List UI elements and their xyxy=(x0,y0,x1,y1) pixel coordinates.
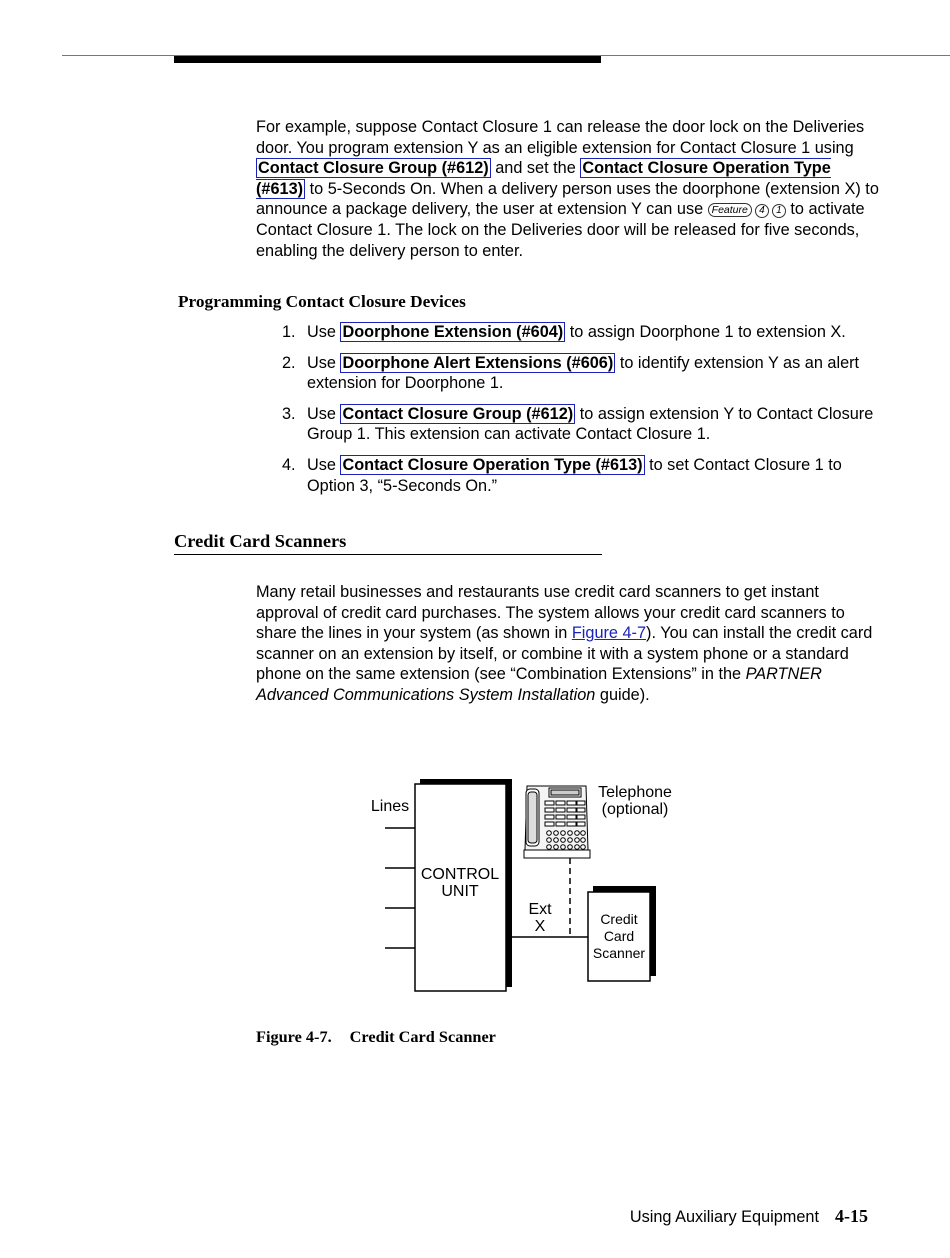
step-number: 4. xyxy=(282,455,296,474)
dial-key-4: 4 xyxy=(755,204,769,218)
book-title: PARTNER Advanced Communications System Installation xyxy=(256,665,822,704)
step-text: to assign Doorphone 1 to extension X. xyxy=(565,323,846,341)
step-number: 1. xyxy=(282,323,296,341)
control-unit-label-1: CONTROL xyxy=(420,866,500,883)
credit-card-scanner xyxy=(588,886,656,981)
step-text: Use xyxy=(307,353,341,372)
step-text: Use xyxy=(307,404,341,423)
intro-text: to activate Contact Closure 1. The lock on the Deliveries door will be released for five seconds, enabling the delivery person to enter. xyxy=(256,200,865,260)
contact-closure-group-link[interactable]: Contact Closure Group (#612) xyxy=(342,404,574,423)
line-stubs xyxy=(385,828,415,948)
step-text: Use xyxy=(307,455,341,474)
dial-key-1: 1 xyxy=(772,204,786,218)
caption-number: Figure 4-7. xyxy=(256,1027,332,1046)
step-text: Use xyxy=(307,323,341,341)
contact-closure-operation-type-link[interactable]: Contact Closure Operation Type (#613) xyxy=(256,159,831,198)
credit-text: Many retail businesses and restaurants use credit card scanners to get instant approval of credit card purchases. The system allows your credit card scanners to share the lines in your system (as shown in xyxy=(256,583,845,643)
figure-caption xyxy=(256,1027,496,1047)
telephone-icon xyxy=(524,786,590,858)
control-unit xyxy=(415,779,512,991)
scanner-label-1: Credit xyxy=(600,911,638,927)
scanner-label-3: Scanner xyxy=(592,945,646,961)
intro-text: For example, suppose Contact Closure 1 can release the door lock on the Deliveries door. You program extension Y as an eligible extension for Contact Closure 1 using xyxy=(256,118,865,157)
credit-card-scanners-heading: Credit Card Scanners xyxy=(174,531,602,555)
credit-text: guide). xyxy=(595,685,650,704)
credit-text: ). You can install the credit card scanner on an extension by itself, or combine it with a system phone or a standard phone on the same extension (see “Combination Extensions” in the xyxy=(256,624,873,684)
ext-label-1: Ext xyxy=(528,901,552,918)
telephone-label-1: Telephone xyxy=(598,784,672,801)
step-text: to assign extension Y to Contact Closure Group 1. This extension can activate Contact Closure 1. xyxy=(307,404,874,444)
figure-4-7-link[interactable]: Figure 4-7 xyxy=(571,624,647,643)
contact-closure-operation-type-link[interactable]: Contact Closure Operation Type (#613) xyxy=(342,455,643,474)
page-footer xyxy=(630,1206,868,1227)
step-number: 3. xyxy=(282,404,296,423)
step-text: to set Contact Closure 1 to Option 3, “5-Seconds On.” xyxy=(307,455,842,495)
ext-label-2: X xyxy=(534,918,546,935)
caption-title: Credit Card Scanner xyxy=(349,1027,496,1046)
scanner-label-2: Card xyxy=(603,928,635,944)
doorphone-alert-extensions-link[interactable]: Doorphone Alert Extensions (#606) xyxy=(342,353,614,372)
step-number: 2. xyxy=(282,353,296,372)
programming-heading: Programming Contact Closure Devices xyxy=(178,292,466,311)
step-text: to identify extension Y as an alert extension for Doorphone 1. xyxy=(307,353,860,393)
contact-closure-group-link[interactable]: Contact Closure Group (#612) xyxy=(258,159,489,178)
feature-key: Feature xyxy=(708,203,752,217)
intro-text: to 5-Seconds On. When a delivery person uses the doorphone (extension X) to announce a package delivery, the user at extension Y can use xyxy=(256,179,879,219)
intro-text: and set the xyxy=(490,159,581,178)
page-number: 4-15 xyxy=(835,1206,868,1226)
control-unit-label-2: UNIT xyxy=(441,883,479,900)
telephone-label-2: (optional) xyxy=(601,801,669,818)
lines-label: Lines xyxy=(370,798,410,815)
doorphone-extension-link[interactable]: Doorphone Extension (#604) xyxy=(342,323,564,341)
footer-section: Using Auxiliary Equipment xyxy=(629,1208,819,1226)
